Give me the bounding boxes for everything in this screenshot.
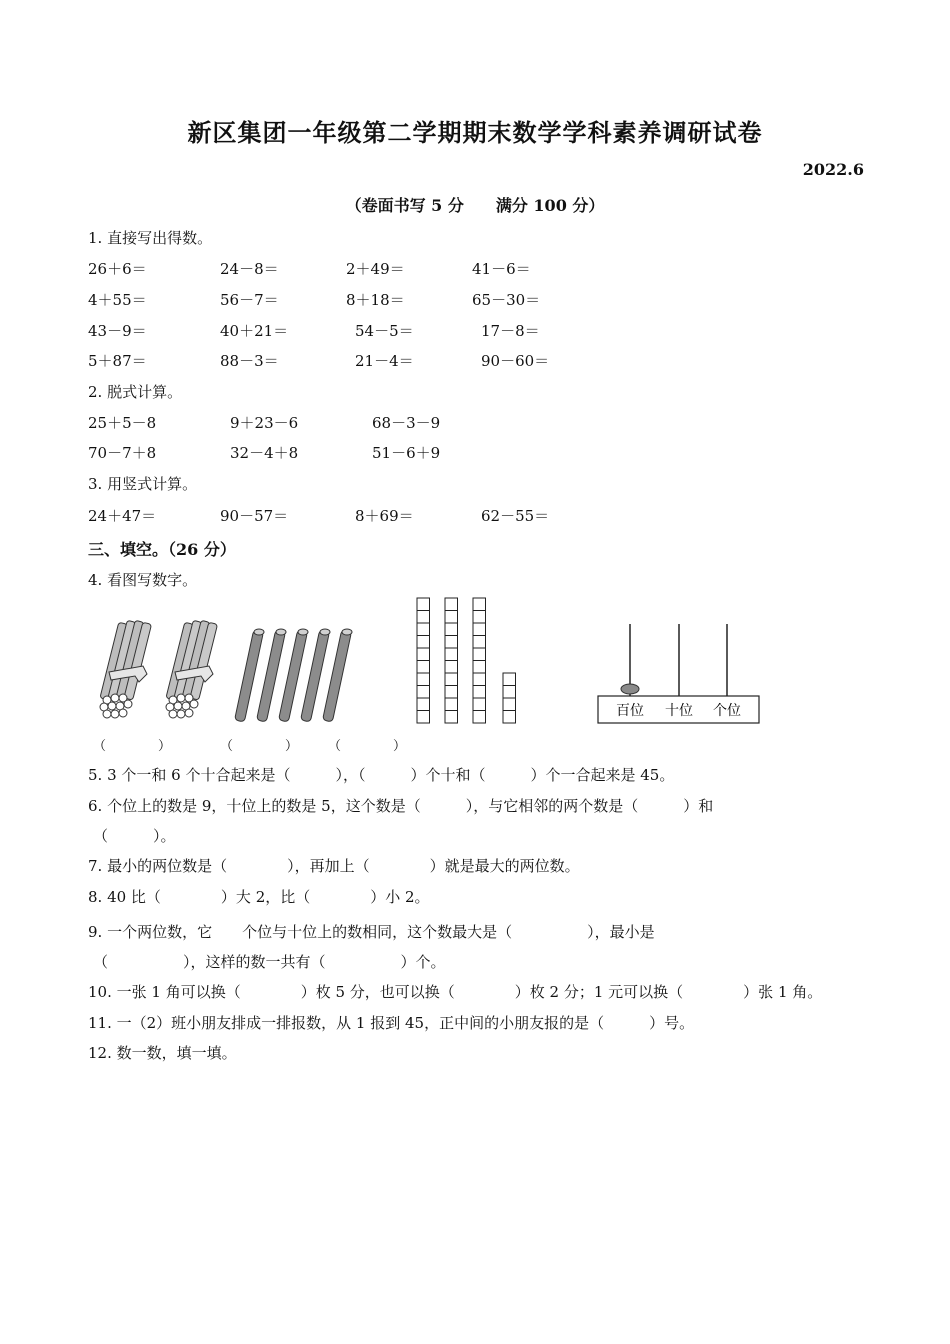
q3-item: 24＋47＝ — [88, 507, 157, 525]
q2-item: 25＋5－8 — [88, 414, 157, 432]
q1-item: 65－30＝ — [472, 291, 541, 309]
unit-square — [445, 711, 458, 724]
q2-item: 68－3－9 — [372, 414, 441, 432]
page-title: 新区集团一年级第二学期期末数学学科素养调研试卷 — [187, 118, 763, 147]
stick-bundles-image — [95, 612, 225, 724]
q1-item: 26＋6＝ — [88, 260, 147, 278]
q1-item: 8＋18＝ — [346, 291, 405, 309]
q1-item: 41－6＝ — [472, 260, 531, 278]
ones-block-column — [503, 673, 516, 723]
unit-square — [417, 661, 430, 674]
unit-square — [445, 611, 458, 624]
stick-bundle — [166, 620, 218, 718]
q1-item: 24－8＝ — [220, 260, 279, 278]
question-5: 5. 3 个一和 6 个十合起来是（ ），（ ）个十和（ ）个一合起来是 45。 — [88, 766, 675, 784]
unit-square — [417, 648, 430, 661]
abacus-label: 个位 — [713, 703, 741, 719]
unit-square — [503, 673, 516, 686]
stick-bundle — [100, 620, 152, 718]
q2-item: 70－7＋8 — [88, 444, 157, 462]
abacus-image — [596, 620, 764, 728]
q1-item: 54－5＝ — [355, 322, 414, 340]
answer-blank[interactable]: （ ） — [93, 739, 172, 754]
unit-square — [473, 698, 486, 711]
q1-item: 21－4＝ — [355, 352, 414, 370]
question-8: 8. 40 比（ ）大 2，比（ ）小 2。 — [88, 888, 430, 906]
unit-square — [417, 623, 430, 636]
q3-label: 3. 用竖式计算。 — [88, 475, 198, 493]
tens-ones-blocks-image — [415, 598, 520, 726]
abacus-label: 百位 — [616, 703, 644, 719]
q2-item: 9＋23－6 — [230, 414, 299, 432]
exam-date: 2022.6 — [802, 160, 864, 179]
abacus-bead — [621, 684, 639, 694]
unit-square — [473, 673, 486, 686]
unit-square — [417, 698, 430, 711]
q1-item: 4＋55＝ — [88, 291, 147, 309]
q4-label: 4. 看图写数字。 — [88, 571, 198, 589]
answer-blank[interactable]: （ ） — [220, 739, 299, 754]
question-11: 11. 一（2）班小朋友排成一排报数，从 1 报到 45，正中间的小朋友报的是（ ）号。 — [88, 1014, 695, 1032]
unit-square — [445, 698, 458, 711]
q1-item: 17－8＝ — [481, 322, 540, 340]
unit-square — [445, 636, 458, 649]
q1-item: 88－3＝ — [220, 352, 279, 370]
question-6: 6. 个位上的数是 9，十位上的数是 5，这个数是（ ），与它相邻的两个数是（ ）和 — [88, 797, 714, 815]
question-6-cont: （ ）。 — [93, 827, 176, 845]
ten-block-column — [417, 598, 430, 723]
q3-item: 62－55＝ — [481, 507, 550, 525]
ten-block-column — [473, 598, 486, 723]
q1-item: 5＋87＝ — [88, 352, 147, 370]
score-note: （卷面书写 5 分 满分 100 分） — [345, 196, 605, 215]
unit-square — [417, 598, 430, 611]
unit-square — [417, 711, 430, 724]
unit-square — [473, 636, 486, 649]
unit-square — [417, 636, 430, 649]
unit-square — [417, 673, 430, 686]
single-sticks-image — [232, 626, 352, 726]
unit-square — [503, 711, 516, 724]
question-12: 12. 数一数，填一填。 — [88, 1044, 237, 1062]
unit-square — [473, 661, 486, 674]
question-7: 7. 最小的两位数是（ ），再加上（ ）就是最大的两位数。 — [88, 857, 580, 875]
q2-item: 51－6＋9 — [372, 444, 441, 462]
unit-square — [473, 686, 486, 699]
q1-item: 40＋21＝ — [220, 322, 289, 340]
q1-item: 43－9＝ — [88, 322, 147, 340]
q3-item: 8＋69＝ — [355, 507, 414, 525]
q2-item: 32－4＋8 — [230, 444, 299, 462]
question-9-cont: （ ），这样的数一共有（ ）个。 — [93, 953, 446, 971]
section-heading: 三、填空。（26 分） — [88, 540, 236, 559]
unit-square — [473, 598, 486, 611]
unit-square — [445, 661, 458, 674]
abacus-label: 十位 — [665, 703, 693, 719]
question-9: 9. 一个两位数，它 个位与十位上的数相同，这个数最大是（ ），最小是 — [88, 923, 655, 941]
q1-label: 1. 直接写出得数。 — [88, 229, 213, 247]
question-10: 10. 一张 1 角可以换（ ）枚 5 分，也可以换（ ）枚 2 分；1 元可以换（ ）张 1 角。 — [88, 983, 823, 1001]
q1-item: 90－60＝ — [481, 352, 550, 370]
unit-square — [417, 686, 430, 699]
q2-label: 2. 脱式计算。 — [88, 383, 183, 401]
unit-square — [473, 611, 486, 624]
unit-square — [445, 648, 458, 661]
q1-item: 2＋49＝ — [346, 260, 405, 278]
unit-square — [445, 598, 458, 611]
unit-square — [417, 611, 430, 624]
unit-square — [503, 698, 516, 711]
unit-square — [445, 623, 458, 636]
q1-item: 56－7＝ — [220, 291, 279, 309]
unit-square — [473, 711, 486, 724]
unit-square — [503, 686, 516, 699]
unit-square — [473, 623, 486, 636]
q3-item: 90－57＝ — [220, 507, 289, 525]
unit-square — [445, 673, 458, 686]
unit-square — [473, 648, 486, 661]
ten-block-column — [445, 598, 458, 723]
unit-square — [445, 686, 458, 699]
answer-blank[interactable]: （ ） — [328, 739, 407, 754]
